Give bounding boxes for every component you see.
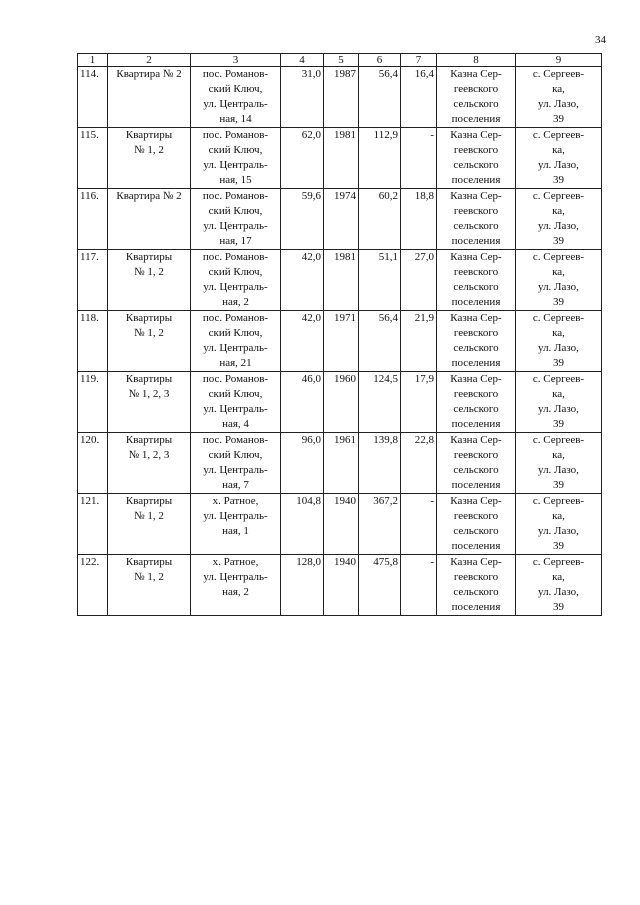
table-cell <box>108 250 191 311</box>
cell-line: ул. Лазо, <box>538 342 579 354</box>
table-cell <box>516 67 602 128</box>
cell-line: х. Ратное, <box>212 556 259 568</box>
table-cell <box>108 311 191 372</box>
header-cell: 7 <box>401 54 437 67</box>
table-cell <box>437 494 516 555</box>
header-cell: 9 <box>516 54 602 67</box>
cell-line: ка, <box>552 205 565 217</box>
table-cell: 122. <box>78 555 108 616</box>
cell-line: Квартиры <box>125 495 173 507</box>
cell-line: 39 <box>553 113 564 125</box>
table-cell <box>108 372 191 433</box>
cell-line: № 1, 2, 3 <box>128 388 170 400</box>
cell-line: Казна Сер- <box>450 495 502 507</box>
table-cell: 1940 <box>324 494 359 555</box>
table-row <box>78 555 602 616</box>
cell-line: сельского <box>453 281 499 293</box>
table-cell <box>191 372 281 433</box>
cell-line: пос. Романов- <box>202 190 269 202</box>
cell-line: сельского <box>453 159 499 171</box>
cell-line: сельского <box>453 403 499 415</box>
table-cell: 1981 <box>324 128 359 189</box>
table-row <box>78 311 602 372</box>
table-row <box>78 372 602 433</box>
cell-line: ул. Централь- <box>203 159 268 171</box>
cell-line: с. Сергеев- <box>532 495 585 507</box>
cell-line: поселения <box>451 601 501 613</box>
table-cell <box>516 250 602 311</box>
cell-line: ул. Лазо, <box>538 586 579 598</box>
cell-line: ул. Централь- <box>203 220 268 232</box>
cell-line: ский Ключ, <box>208 327 263 339</box>
cell-line: ка, <box>552 266 565 278</box>
cell-line: ул. Лазо, <box>538 403 579 415</box>
cell-line: Казна Сер- <box>450 68 502 80</box>
table-cell: 56,4 <box>359 311 401 372</box>
cell-line: поселения <box>451 296 501 308</box>
cell-line: 39 <box>553 601 564 613</box>
header-row <box>78 54 602 67</box>
table-cell <box>108 189 191 250</box>
cell-line: поселения <box>451 235 501 247</box>
cell-line: сельского <box>453 464 499 476</box>
table-cell <box>516 189 602 250</box>
cell-line: ский Ключ, <box>208 449 263 461</box>
table-cell <box>516 372 602 433</box>
cell-line: геевского <box>453 510 499 522</box>
cell-line: ский Ключ, <box>208 83 263 95</box>
table-cell: 96,0 <box>281 433 324 494</box>
table-cell <box>108 67 191 128</box>
header-cell: 3 <box>191 54 281 67</box>
cell-line: пос. Романов- <box>202 68 269 80</box>
cell-line: с. Сергеев- <box>532 190 585 202</box>
header-cell: 5 <box>324 54 359 67</box>
cell-line: Квартира № 2 <box>116 68 182 80</box>
cell-line: Казна Сер- <box>450 251 502 263</box>
table-cell: 104,8 <box>281 494 324 555</box>
cell-line: сельского <box>453 342 499 354</box>
table-cell <box>516 555 602 616</box>
header-cell: 6 <box>359 54 401 67</box>
table-cell: 27,0 <box>401 250 437 311</box>
cell-line: ная, 4 <box>222 418 249 430</box>
cell-line: Квартиры <box>125 434 173 446</box>
table-cell: 1961 <box>324 433 359 494</box>
cell-line: ная, 14 <box>219 113 252 125</box>
cell-line: Казна Сер- <box>450 190 502 202</box>
table-cell: 18,8 <box>401 189 437 250</box>
cell-line: ул. Централь- <box>203 98 268 110</box>
table-cell: 121. <box>78 494 108 555</box>
table-cell <box>108 433 191 494</box>
cell-line: ул. Лазо, <box>538 464 579 476</box>
table-cell <box>437 189 516 250</box>
cell-line: 39 <box>553 418 564 430</box>
table-row <box>78 128 602 189</box>
cell-line: 39 <box>553 174 564 186</box>
cell-line: ский Ключ, <box>208 205 263 217</box>
table-cell <box>191 433 281 494</box>
cell-line: ский Ключ, <box>208 144 263 156</box>
table-row <box>78 189 602 250</box>
property-table <box>77 53 602 616</box>
table-cell: 56,4 <box>359 67 401 128</box>
cell-line: поселения <box>451 357 501 369</box>
cell-line: ка, <box>552 449 565 461</box>
table-row <box>78 250 602 311</box>
table-body <box>78 67 602 616</box>
table-cell: 21,9 <box>401 311 437 372</box>
cell-line: ная, 17 <box>219 235 252 247</box>
cell-line: сельского <box>453 98 499 110</box>
table-cell: 1981 <box>324 250 359 311</box>
cell-line: с. Сергеев- <box>532 373 585 385</box>
cell-line: с. Сергеев- <box>532 312 585 324</box>
cell-line: поселения <box>451 479 501 491</box>
table-cell: 16,4 <box>401 67 437 128</box>
table-cell: 46,0 <box>281 372 324 433</box>
cell-line: ул. Централь- <box>203 510 268 522</box>
table-cell <box>437 433 516 494</box>
cell-line: ка, <box>552 388 565 400</box>
cell-line: геевского <box>453 388 499 400</box>
table-cell: 31,0 <box>281 67 324 128</box>
header-cell: 8 <box>437 54 516 67</box>
cell-line: ка, <box>552 144 565 156</box>
table-cell <box>516 494 602 555</box>
table-cell: 59,6 <box>281 189 324 250</box>
cell-line: Квартиры <box>125 129 173 141</box>
cell-line: ул. Лазо, <box>538 98 579 110</box>
table-cell: - <box>401 128 437 189</box>
table-cell: 62,0 <box>281 128 324 189</box>
cell-line: геевского <box>453 449 499 461</box>
table-cell: 124,5 <box>359 372 401 433</box>
cell-line: геевского <box>453 144 499 156</box>
table-cell <box>437 372 516 433</box>
table-cell <box>191 555 281 616</box>
cell-line: пос. Романов- <box>202 373 269 385</box>
table-cell: 367,2 <box>359 494 401 555</box>
table-cell <box>108 128 191 189</box>
table-cell: 119. <box>78 372 108 433</box>
header-cell: 2 <box>108 54 191 67</box>
cell-line: пос. Романов- <box>202 434 269 446</box>
cell-line: с. Сергеев- <box>532 434 585 446</box>
table-cell: - <box>401 555 437 616</box>
table-cell <box>437 67 516 128</box>
cell-line: пос. Романов- <box>202 312 269 324</box>
cell-line: Казна Сер- <box>450 373 502 385</box>
table-cell <box>191 250 281 311</box>
cell-line: № 1, 2 <box>134 144 164 156</box>
cell-line: Казна Сер- <box>450 129 502 141</box>
cell-line: ул. Лазо, <box>538 159 579 171</box>
table-cell: 475,8 <box>359 555 401 616</box>
cell-line: поселения <box>451 540 501 552</box>
cell-line: поселения <box>451 113 501 125</box>
cell-line: ул. Лазо, <box>538 525 579 537</box>
table-cell: 112,9 <box>359 128 401 189</box>
cell-line: геевского <box>453 266 499 278</box>
cell-line: х. Ратное, <box>212 495 259 507</box>
table-cell <box>191 189 281 250</box>
table-cell: 1971 <box>324 311 359 372</box>
header-cell: 4 <box>281 54 324 67</box>
cell-line: 39 <box>553 235 564 247</box>
cell-line: № 1, 2 <box>134 327 164 339</box>
table-cell: - <box>401 494 437 555</box>
cell-line: ка, <box>552 327 565 339</box>
cell-line: Казна Сер- <box>450 312 502 324</box>
cell-line: с. Сергеев- <box>532 251 585 263</box>
table-cell: 139,8 <box>359 433 401 494</box>
cell-line: ул. Централь- <box>203 464 268 476</box>
table-cell: 22,8 <box>401 433 437 494</box>
cell-line: ная, 1 <box>222 525 249 537</box>
cell-line: ул. Лазо, <box>538 281 579 293</box>
table-cell: 51,1 <box>359 250 401 311</box>
table-cell: 42,0 <box>281 311 324 372</box>
cell-line: с. Сергеев- <box>532 129 585 141</box>
table-cell <box>516 311 602 372</box>
cell-line: Квартиры <box>125 556 173 568</box>
cell-line: ул. Лазо, <box>538 220 579 232</box>
cell-line: ная, 15 <box>219 174 252 186</box>
table-cell: 114. <box>78 67 108 128</box>
cell-line: Квартиры <box>125 251 173 263</box>
cell-line: ул. Централь- <box>203 281 268 293</box>
table-cell <box>437 311 516 372</box>
cell-line: № 1, 2 <box>134 266 164 278</box>
cell-line: ский Ключ, <box>208 266 263 278</box>
cell-line: ский Ключ, <box>208 388 263 400</box>
cell-line: № 1, 2, 3 <box>128 449 170 461</box>
table-cell: 117. <box>78 250 108 311</box>
cell-line: геевского <box>453 327 499 339</box>
cell-line: сельского <box>453 586 499 598</box>
cell-line: ул. Централь- <box>203 342 268 354</box>
cell-line: с. Сергеев- <box>532 68 585 80</box>
cell-line: ная, 21 <box>219 357 252 369</box>
cell-line: ная, 2 <box>222 586 249 598</box>
table-cell <box>191 311 281 372</box>
cell-line: ка, <box>552 510 565 522</box>
cell-line: Казна Сер- <box>450 556 502 568</box>
cell-line: поселения <box>451 174 501 186</box>
cell-line: ул. Централь- <box>203 571 268 583</box>
table-cell <box>437 250 516 311</box>
table-cell: 1940 <box>324 555 359 616</box>
cell-line: пос. Романов- <box>202 251 269 263</box>
cell-line: Квартиры <box>125 373 173 385</box>
table-cell <box>516 433 602 494</box>
table-cell: 60,2 <box>359 189 401 250</box>
table-cell: 42,0 <box>281 250 324 311</box>
cell-line: геевского <box>453 83 499 95</box>
table-cell: 17,9 <box>401 372 437 433</box>
cell-line: геевского <box>453 571 499 583</box>
table-cell <box>108 494 191 555</box>
table-cell: 1974 <box>324 189 359 250</box>
table-cell: 116. <box>78 189 108 250</box>
cell-line: пос. Романов- <box>202 129 269 141</box>
cell-line: Казна Сер- <box>450 434 502 446</box>
table-cell <box>108 555 191 616</box>
cell-line: ул. Централь- <box>203 403 268 415</box>
table-row <box>78 67 602 128</box>
table-cell: 1987 <box>324 67 359 128</box>
cell-line: сельского <box>453 220 499 232</box>
cell-line: 39 <box>553 479 564 491</box>
table-cell: 120. <box>78 433 108 494</box>
cell-line: № 1, 2 <box>134 510 164 522</box>
cell-line: ная, 2 <box>222 296 249 308</box>
table-cell <box>191 67 281 128</box>
table-cell <box>437 555 516 616</box>
page-number: 34 <box>595 34 606 46</box>
cell-line: 39 <box>553 540 564 552</box>
cell-line: ка, <box>552 571 565 583</box>
header-cell: 1 <box>78 54 108 67</box>
table-cell: 115. <box>78 128 108 189</box>
table-cell <box>437 128 516 189</box>
table-cell <box>191 128 281 189</box>
table-cell <box>516 128 602 189</box>
table-cell: 1960 <box>324 372 359 433</box>
table-cell: 128,0 <box>281 555 324 616</box>
cell-line: Квартиры <box>125 312 173 324</box>
cell-line: сельского <box>453 525 499 537</box>
table-cell <box>191 494 281 555</box>
cell-line: ка, <box>552 83 565 95</box>
cell-line: № 1, 2 <box>134 571 164 583</box>
cell-line: Квартира № 2 <box>116 190 182 202</box>
cell-line: геевского <box>453 205 499 217</box>
cell-line: поселения <box>451 418 501 430</box>
table-cell: 118. <box>78 311 108 372</box>
cell-line: 39 <box>553 357 564 369</box>
cell-line: 39 <box>553 296 564 308</box>
cell-line: с. Сергеев- <box>532 556 585 568</box>
table-row <box>78 433 602 494</box>
cell-line: ная, 7 <box>222 479 249 491</box>
table-row <box>78 494 602 555</box>
